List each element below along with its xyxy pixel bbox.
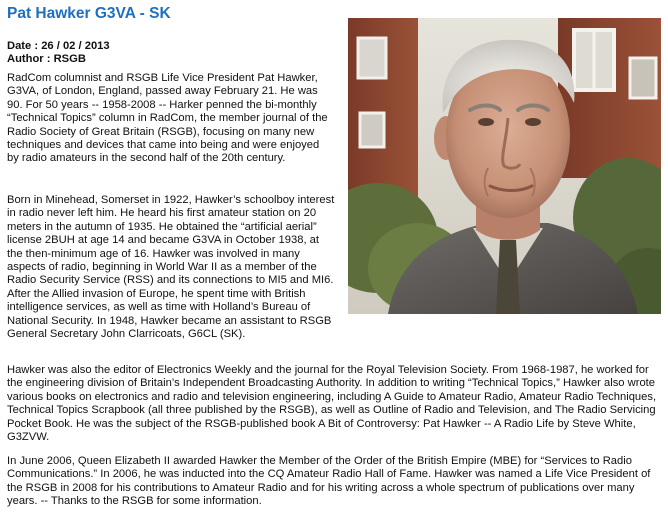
article-paragraph-2: Born in Minehead, Somerset in 1922, Hawker’s schoolboy interest in radio never left him. He heard his first amateur station on 20 meters in the autumn of 1935. He obtained the “artificial aerial” license 2BUH at age 14 and became G3VA in October 1938, at the then-minimum age of 16. Hawker was involved in many aspects of radio, beginning in World War II as a member of the Radio Security Service (RSS) and its connections to MI5 and MI6. After the Allied invasion of Europe, he spent time with British intelligence services, as well as time with Holland’s Bureau of National Security. In 1948, Hawker became an assistant to RSGB General Secretary John Clarricoats, G6CL (SK).	[7, 194, 335, 341]
portrait-photo	[348, 18, 661, 314]
article-author: Author : RSGB	[7, 53, 86, 65]
article-date: Date : 26 / 02 / 2013	[7, 40, 110, 52]
article-paragraph-1: RadCom columnist and RSGB Life Vice President Pat Hawker, G3VA, of London, England, passed away February 21. He was 90. For 50 years -- 1958-2008 -- Harker penned the bi-monthly “Technical Topics” column in RadCom, the member journal of the Radio Society of Great Britain (RSGB), focusing on many new techniques and devices that came into being and were enjoyed by radio amateurs in the second half of the 20th century.	[7, 72, 328, 165]
article-paragraph-3: Hawker was also the editor of Electronics Weekly and the journal for the Royal Television Society. From 1968-1987, he worked for the engineering division of Britain’s Independent Broadcasting Authority. In addition to writing “Technical Topics,” Hawker also wrote various books on electronics and radio and television engineering, including A Guide to Amateur Radio, Amateur Radio Techniques, Technical Topics Scrapbook (all three published by the RSGB), as well as Outline of Radio and Television, and The Radio Servicing Pocket Book. He was the subject of the RSGB-published book A Bit of Controversy: Pat Hawker -- A Radio Life by Steve White, G3ZVW.	[7, 364, 657, 444]
article-title: Pat Hawker G3VA - SK	[7, 5, 171, 22]
article-meta	[7, 40, 110, 66]
article-paragraph-4: In June 2006, Queen Elizabeth II awarded Hawker the Member of the Order of the British Empire (MBE) for “Services to Radio Communications.” In 2006, he was inducted into the CQ Amateur Radio Hall of Fame. Hawker was named a Life Vice President of the RSGB in 2008 for his contributions to Amateur Radio and for his writing across a whole spectrum of publications over many years. -- Thanks to the RSGB for some information.	[7, 455, 651, 508]
